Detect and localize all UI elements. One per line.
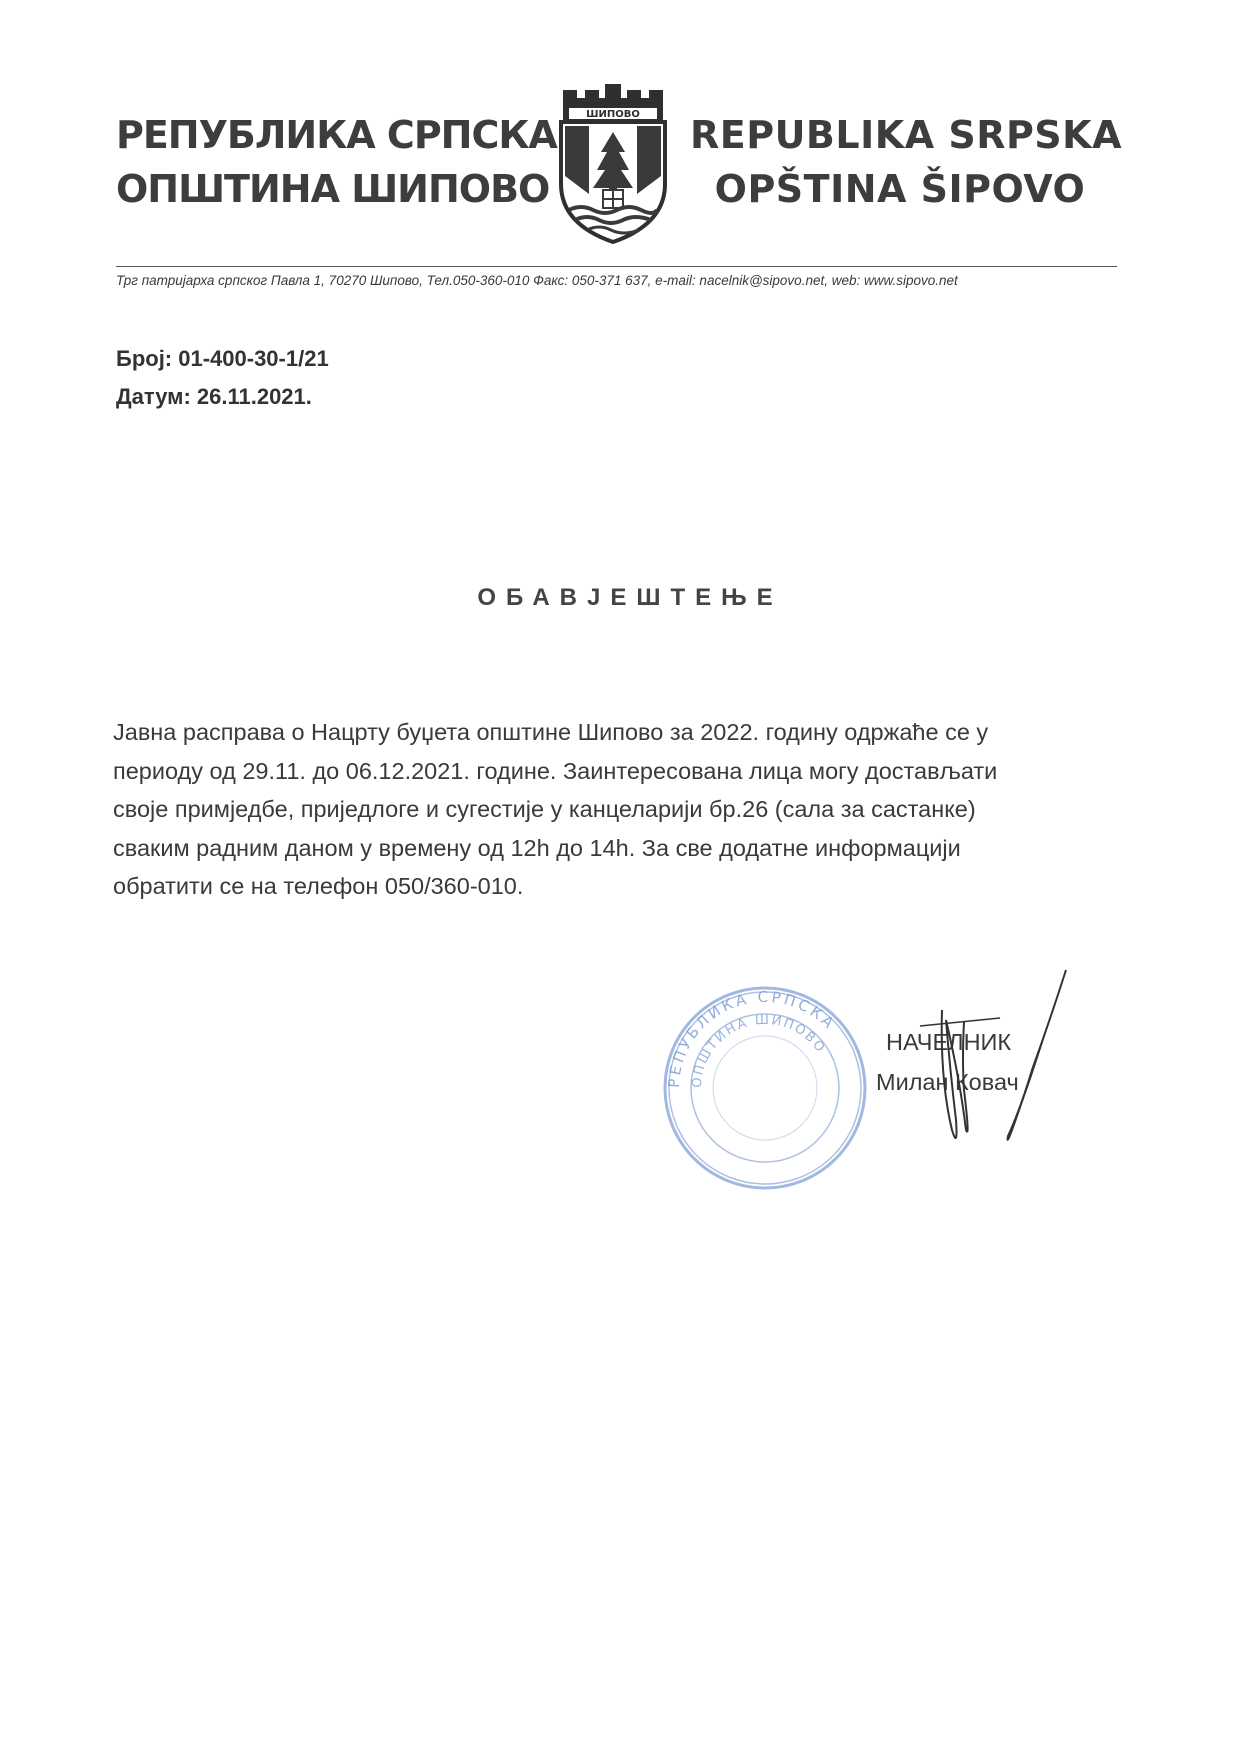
contact-address-line: Трг патријарха српског Павла 1, 70270 Шипово, Тел.050-360-010 Факс: 050-371 637, e-mail: nacelnik@sipovo.net, web: www.sipovo.net: [116, 273, 958, 288]
notice-body: [113, 713, 1123, 906]
letterhead-divider: [116, 266, 1117, 267]
body-line: обратити се на телефон 050/360-010.: [113, 873, 524, 899]
signatory-title: НАЧЕЛНИК: [886, 1029, 1012, 1055]
document-title: ОБАВЈЕШТЕЊЕ: [477, 584, 783, 611]
body-line: сваким радним даном у времену од 12h до 14h. За све додатне информацији: [113, 834, 961, 861]
letterhead-republic-cyrillic: РЕПУБЛИКА СРПСКА: [116, 113, 557, 157]
letterhead-republic-latin: REPUBLIKA SRPSKA: [690, 113, 1123, 157]
handwritten-signature: [880, 960, 1100, 1180]
svg-text:ШИПОВО: ШИПОВО: [586, 109, 640, 120]
letterhead-municipality-cyrillic: ОПШТИНА ШИПОВО: [116, 167, 550, 211]
letterhead-municipality-latin: OPŠTINA ŠIPOVO: [714, 167, 1086, 211]
svg-text:ОПШТИНА ШИПОВО: ОПШТИНА ШИПОВО: [689, 1012, 829, 1089]
letterhead-latin: [690, 108, 1123, 216]
letterhead-cyrillic: [116, 108, 557, 216]
signatory-name: Милан Ковач: [876, 1069, 1019, 1095]
municipality-coat-of-arms: [553, 84, 673, 244]
svg-text:РЕПУБЛИКА СРПСКА: РЕПУБЛИКА СРПСКА: [664, 987, 840, 1089]
body-line: периоду од 29.11. до 06.12.2021. године. Заинтересована лица могу достављати: [113, 757, 998, 784]
body-line: Јавна расправа о Нацрту буџета општине Шипово за 2022. годину одржаће се у: [113, 719, 989, 745]
document-reference: [116, 340, 329, 416]
document-date: Датум: 26.11.2021.: [116, 384, 312, 409]
document-number: Број: 01-400-30-1/21: [116, 346, 329, 371]
official-seal: [662, 985, 868, 1191]
body-line: своје примједбе, приједлоге и сугестије у канцеларији бр.26 (сала за састанке): [113, 796, 976, 822]
